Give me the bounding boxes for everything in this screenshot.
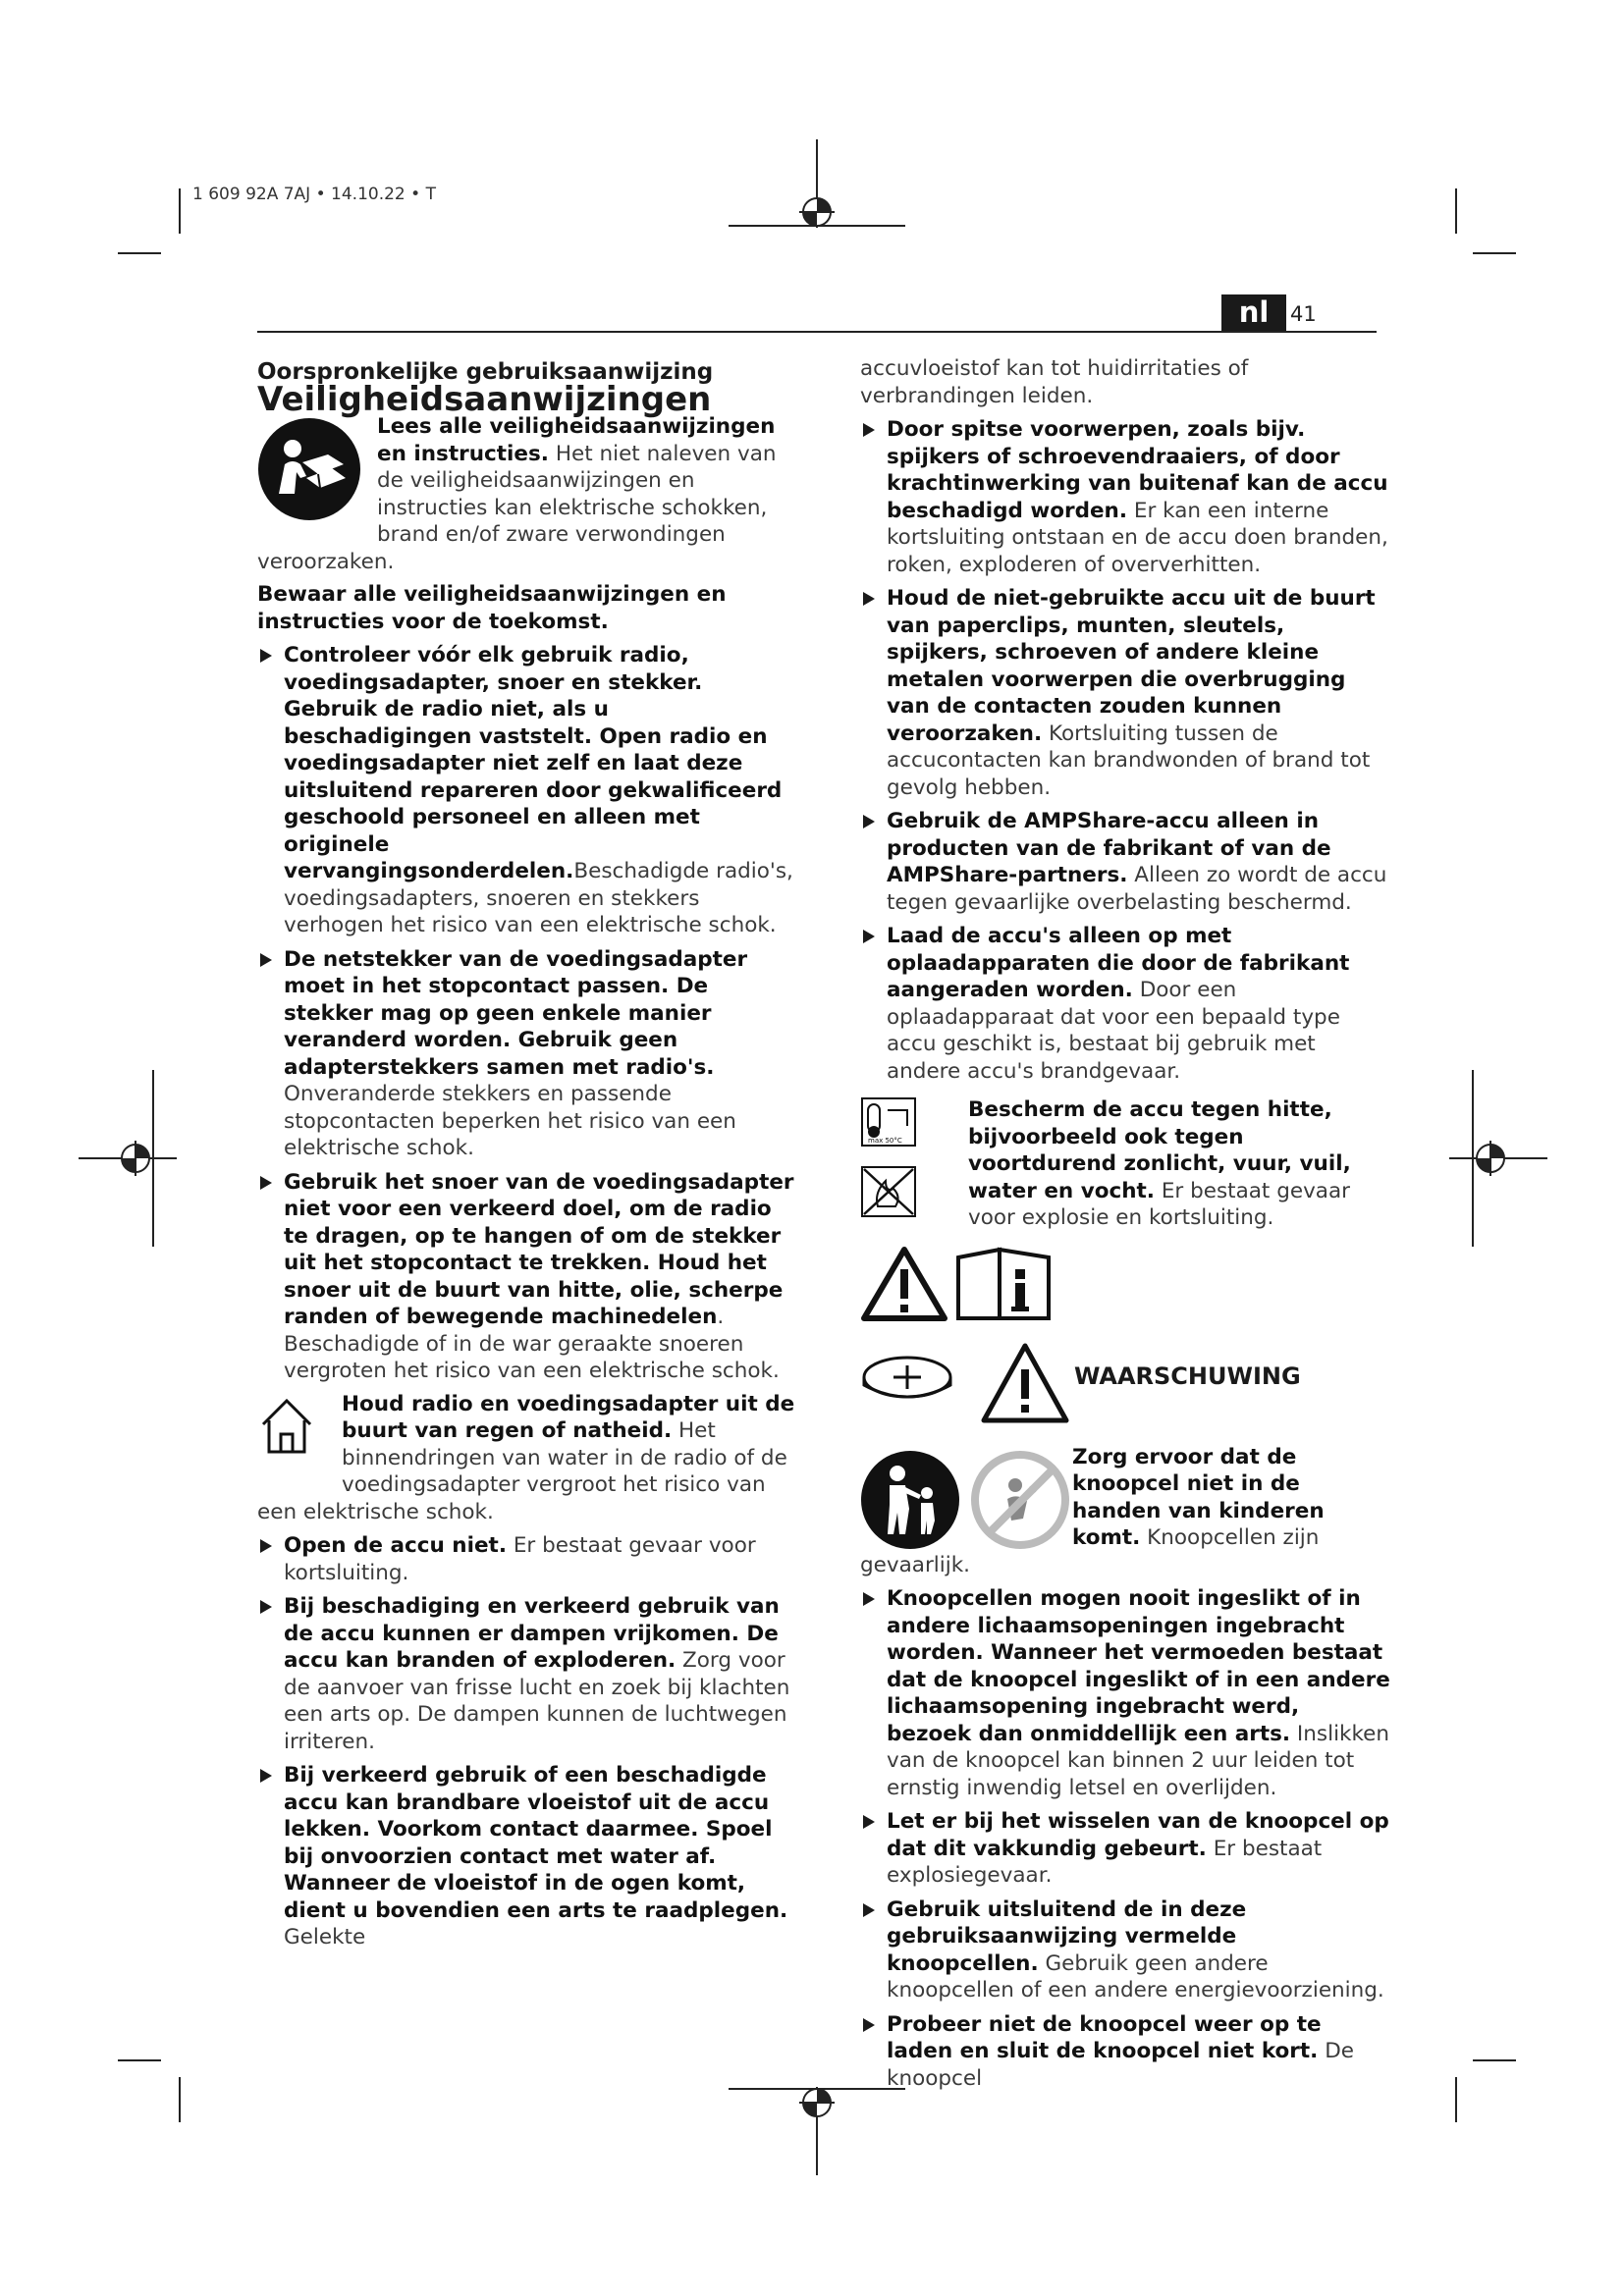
- list-item: Gebruik uitsluitend de in deze gebruiksaanwijzing vermelde knoopcellen. Gebruik geen andere knoopcellen of een andere energievoorziening.: [860, 1896, 1390, 2004]
- list-item: Probeer niet de knoopcel weer op te laden en sluit de knoopcel niet kort. De knoopcel: [860, 2011, 1390, 2093]
- warning-row: [860, 1342, 1390, 1430]
- heat-text: Bescherm de accu tegen hitte, bijvoorbeeld ook tegen voortdurend zonlicht, vuur, vuil, water en vocht. Er bestaat gevaar voor explosie en kortsluiting.: [968, 1097, 1351, 1230]
- list-item: Houd de niet-gebruikte accu uit de buurt van paperclips, munten, sleutels, spijkers, schroeven of andere kleine metalen voorwerpen die overbrugging van de contacten zouden kunnen veroorzaken. Kortsluiting tussen de accucontacten kan brandwonden of brand tot gevolg hebben.: [860, 585, 1390, 801]
- keep-away-from-children-icon: [860, 1450, 960, 1550]
- warning-title: WAARSCHUWING: [1074, 1362, 1301, 1390]
- list-item: Laad de accu's alleen op met oplaadapparaten die door de fabrikant aangeraden worden. Door een oplaadapparaat dat voor een bepaald type accu geschikt is, bestaat bij gebruik met andere accu's brandgevaar.: [860, 923, 1390, 1085]
- no-fire-icon: [860, 1165, 917, 1218]
- registration-mark-top: [729, 139, 905, 247]
- language-badge: nl: [1221, 294, 1286, 331]
- warning-triangle-icon: [860, 1246, 948, 1322]
- list-item: Controleer vóór elk gebruik radio, voedingsadapter, snoer en stekker. Gebruik de radio niet, als u beschadigingen vaststelt. Open radio en voedingsadapter niet zelf en laat deze uitsluitend repareren door gekwalificeerd geschoold personeel en alleen met originele vervangingsonderdelen.Beschadigde radio's, voedingsadapters, snoeren en stekkers verhogen het risico van een elektrische schok.: [257, 642, 799, 939]
- list-item: Gebruik de AMPShare-accu alleen in producten van de fabrikant of van de AMPShare-partners. Alleen zo wordt de accu tegen gevaarlijke overbelasting beschermd.: [860, 808, 1390, 916]
- temperature-label: max 50°C: [868, 1137, 902, 1145]
- print-info: 1 609 92A 7AJ • 14.10.22 • T: [192, 185, 436, 204]
- no-swallow-icon: [970, 1450, 1070, 1550]
- indoor-use-house-icon: [257, 1395, 316, 1458]
- right-column: [860, 356, 1390, 2092]
- section-heading: Veiligheidsaanwijzingen: [257, 379, 712, 419]
- registration-mark-bottom: [729, 2077, 905, 2175]
- list-item: De netstekker van de voedingsadapter moet in het stopcontact passen. De stekker mag op geen enkele manier veranderd worden. Gebruik geen adapterstekkers samen met radio's. Onveranderde stekkers en passende stopcontacten beperken het risico van een elektrische schok.: [257, 946, 799, 1162]
- list-item: Bij beschadiging en verkeerd gebruik van de accu kunnen er dampen vrijkomen. De accu kan branden of exploderen. Zorg voor de aanvoer van frisse lucht en zoek bij klachten een arts op. De dampen kunnen de luchtwegen irriteren.: [257, 1593, 799, 1755]
- list-item: Gebruik het snoer van de voedingsadapter niet voor een verkeerd doel, om de radio te dragen, op te hangen of om de stekker uit het stopcontact te trekken. Houd het snoer uit de buurt van hitte, olie, scherpe randen of bewegende machinedelen. Beschadigde of in de war geraakte snoeren vergroten het risico van een elektrische schok.: [257, 1169, 799, 1385]
- info-manual-icon: [954, 1246, 1053, 1322]
- coin-cell-battery-icon: [860, 1354, 958, 1409]
- left-items: [257, 642, 799, 1385]
- moisture-text: Houd radio en voedingsadapter uit de buurt van regen of natheid. Het binnendringen van water in de radio of de voedingsadapter vergroot het risico van een elektrische schok.: [257, 1391, 795, 1524]
- heat-block: [860, 1096, 1390, 1232]
- read-manual-icon: [257, 417, 361, 521]
- document-subtitle: Oorspronkelijke gebruiksaanwijzing: [257, 359, 714, 385]
- temperature-limit-icon: [860, 1096, 917, 1148]
- right-items: [860, 416, 1390, 1085]
- intro-block: [257, 413, 799, 575]
- keep-instructions: Bewaar alle veiligheidsaanwijzingen en instructies voor de toekomst.: [257, 582, 727, 634]
- moisture-block: [257, 1391, 799, 1526]
- header-rule: [257, 331, 1377, 333]
- intro-body: Het niet naleven van de veiligheidsaanwijzingen en instructies kan elektrische schokken, brand en/of zware verwondingen veroorzaken.: [257, 441, 777, 574]
- left-items-2: [257, 1532, 799, 1951]
- continued-text: accuvloeistof kan tot huidirritaties of verbrandingen leiden.: [860, 356, 1249, 408]
- page-number: 41: [1290, 302, 1317, 326]
- children-text: Zorg ervoor dat de knoopcel niet in de handen van kinderen komt. Knoopcellen zijn gevaarlijk.: [860, 1444, 1325, 1577]
- registration-mark-right: [1430, 1070, 1547, 1247]
- registration-mark-left: [79, 1070, 196, 1247]
- warning-triangle-icon: [980, 1342, 1070, 1424]
- list-item: Door spitse voorwerpen, zoals bijv. spijkers of schroevendraaiers, of door krachtinwerking van buitenaf kan de accu beschadigd worden. Er kan een interne kortsluiting ontstaan en de accu doen branden, roken, exploderen of oververhitten.: [860, 416, 1390, 578]
- list-item: Bij verkeerd gebruik of een beschadigde accu kan brandbare vloeistof uit de accu lekken. Voorkom contact daarmee. Spoel bij onvoorzien contact met water af. Wanneer de vloeistof in de ogen komt, dient u bovendien een arts te raadplegen. Gelekte: [257, 1762, 799, 1951]
- left-column: [257, 359, 799, 1951]
- children-block: [860, 1444, 1390, 1579]
- list-item: Knoopcellen mogen nooit ingeslikt of in andere lichaamsopeningen ingebracht worden. Wanneer het vermoeden bestaat dat de knoopcel ingeslikt of in een andere lichaamsopening ingebracht werd, bezoek dan onmiddellijk een arts. Inslikken van de knoopcel kan binnen 2 uur leiden tot ernstig inwendig letsel en overlijden.: [860, 1585, 1390, 1801]
- right-items-2: [860, 1585, 1390, 2092]
- intro-bold: Lees alle veiligheidsaanwijzingen en instructies.: [377, 414, 776, 466]
- general-warning-icons: [860, 1246, 1390, 1322]
- list-item: Let er bij het wisselen van de knoopcel op dat dit vakkundig gebeurt. Er bestaat explosiegevaar.: [860, 1808, 1390, 1890]
- list-item: Open de accu niet. Er bestaat gevaar voor kortsluiting.: [257, 1532, 799, 1586]
